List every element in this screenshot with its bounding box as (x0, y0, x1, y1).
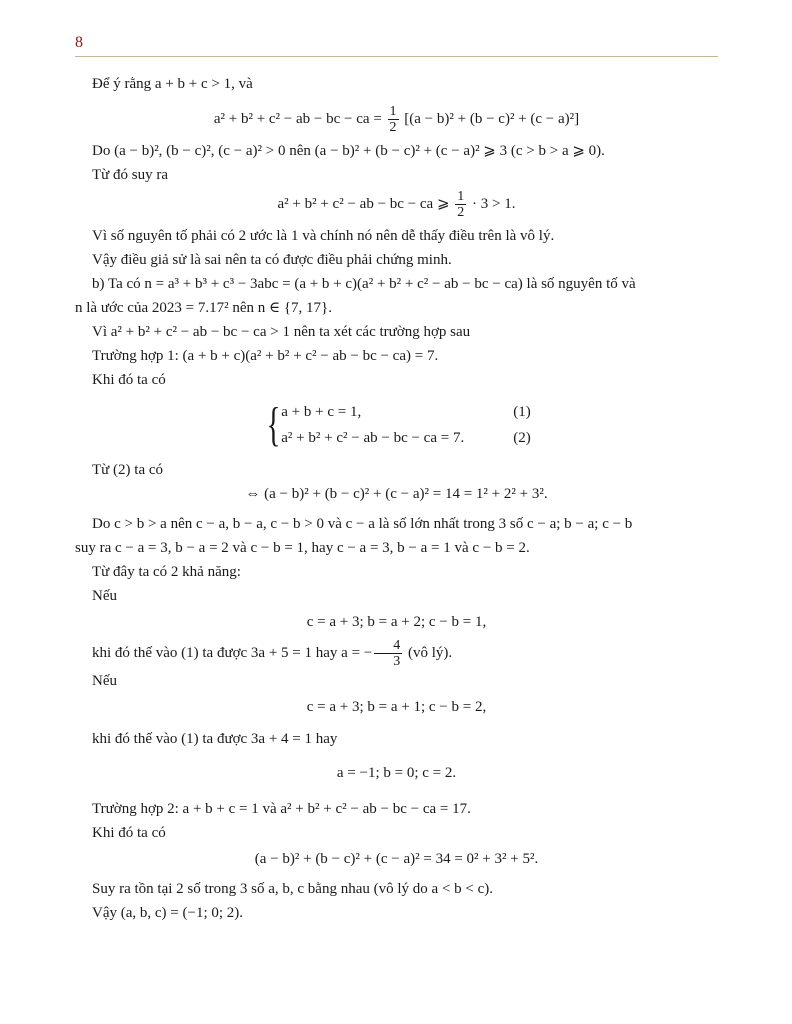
equation-7: (a − b)² + (b − c)² + (c − a)² = 34 = 0² + 3² + 5². (254, 851, 539, 867)
equation-label: (1) (513, 404, 531, 420)
system-row (281, 425, 531, 451)
text-line: Để ý rằng a + b + c > 1, và (92, 76, 253, 92)
text-line: Do (a − b)², (b − c)², (c − a)² > 0 nên (a − b)² + (b − c)² + (c − a)² ⩾ 3 (c > b > a ⩾ 0). (92, 143, 605, 159)
page-number: 8 (75, 34, 83, 51)
equation-4: c = a + 3; b = a + 2; c − b = 1, (306, 614, 487, 630)
page-body (75, 72, 718, 925)
text-line: Suy ra tồn tại 2 số trong 3 số a, b, c bằng nhau (vô lý do a < b < c). (92, 881, 494, 897)
text-line: Từ đó suy ra (92, 167, 169, 183)
fraction (374, 638, 402, 669)
fraction-denominator: 3 (393, 654, 401, 669)
equation-label: (2) (513, 430, 531, 446)
system-equation: a + b + c = 1, (281, 404, 362, 420)
equation-5: c = a + 3; b = a + 1; c − b = 2, (306, 699, 487, 715)
text-part: (vô lý). (408, 644, 453, 661)
text-line: Trường hợp 1: (a + b + c)(a² + b² + c² − ab − bc − ca) = 7. (92, 348, 439, 364)
text-line: suy ra c − a = 3, b − a = 2 và c − b = 1, hay c − a = 3, b − a = 1 và c − b = 2. (75, 540, 530, 556)
text-line: khi đó thế vào (1) ta được 3a + 4 = 1 hay (92, 731, 338, 747)
text-line: Nếu (92, 673, 117, 689)
equation-part: a² + b² + c² − ab − bc − ca = (213, 110, 382, 127)
text-line: Vậy (a, b, c) = (−1; 0; 2). (92, 905, 244, 921)
header-rule (75, 56, 718, 57)
equation-2 (75, 189, 718, 220)
equation-6: a = −1; b = 0; c = 2. (336, 765, 457, 781)
system-rows (281, 398, 531, 452)
text-line: n là ước của 2023 = 7.17² nên n ∈ {7, 17}. (75, 300, 332, 316)
text-line: Từ đây ta có 2 khả năng: (92, 564, 241, 580)
text-line: Vậy điều giả sử là sai nên ta có được điều phải chứng minh. (92, 252, 452, 268)
text-line: Khi đó ta có (92, 372, 166, 388)
text-line: Trường hợp 2: a + b + c = 1 và a² + b² + c² − ab − bc − ca = 17. (92, 801, 471, 817)
equation-part: · 3 > 1. (472, 195, 516, 212)
text-line: Vì a² + b² + c² − ab − bc − ca > 1 nên ta xét các trường hợp sau (92, 324, 471, 340)
fraction-denominator: 2 (457, 205, 465, 220)
text-line: Vì số nguyên tố phải có 2 ước là 1 và chính nó nên dễ thấy điều trên là vô lý. (92, 228, 555, 244)
equation-3: ⇔ (a − b)² + (b − c)² + (c − a)² = 14 = 1² + 2² + 3². (245, 486, 548, 502)
text-line: Do c > b > a nên c − a, b − a, c − b > 0 và c − a là số lớn nhất trong 3 số c − a; b − a; c − b (92, 516, 633, 532)
system-equation: a² + b² + c² − ab − bc − ca = 7. (281, 430, 465, 446)
fraction-denominator: 2 (389, 120, 397, 135)
left-brace: { (266, 398, 281, 451)
text-part: khi đó thế vào (1) ta được 3a + 5 = 1 hay a = − (92, 644, 373, 661)
equation-1 (75, 104, 718, 135)
fraction (455, 189, 466, 220)
text-line: Từ (2) ta có (92, 462, 164, 478)
text-line: Khi đó ta có (92, 825, 166, 841)
system-row (281, 399, 531, 425)
fraction-numerator: 4 (374, 638, 402, 654)
fraction-numerator: 1 (389, 104, 397, 119)
equation-part: [(a − b)² + (b − c)² + (c − a)²] (404, 110, 580, 127)
text-line (75, 638, 718, 669)
equation-system (75, 398, 718, 452)
fraction (388, 104, 399, 135)
fraction-numerator: 1 (457, 189, 465, 204)
equation-part: a² + b² + c² − ab − bc − ca ⩾ (277, 195, 450, 212)
text-line: b) Ta có n = a³ + b³ + c³ − 3abc = (a + b + c)(a² + b² + c² − ab − bc − ca) là số nguyên tố và (92, 276, 636, 292)
text-line: Nếu (92, 588, 117, 604)
